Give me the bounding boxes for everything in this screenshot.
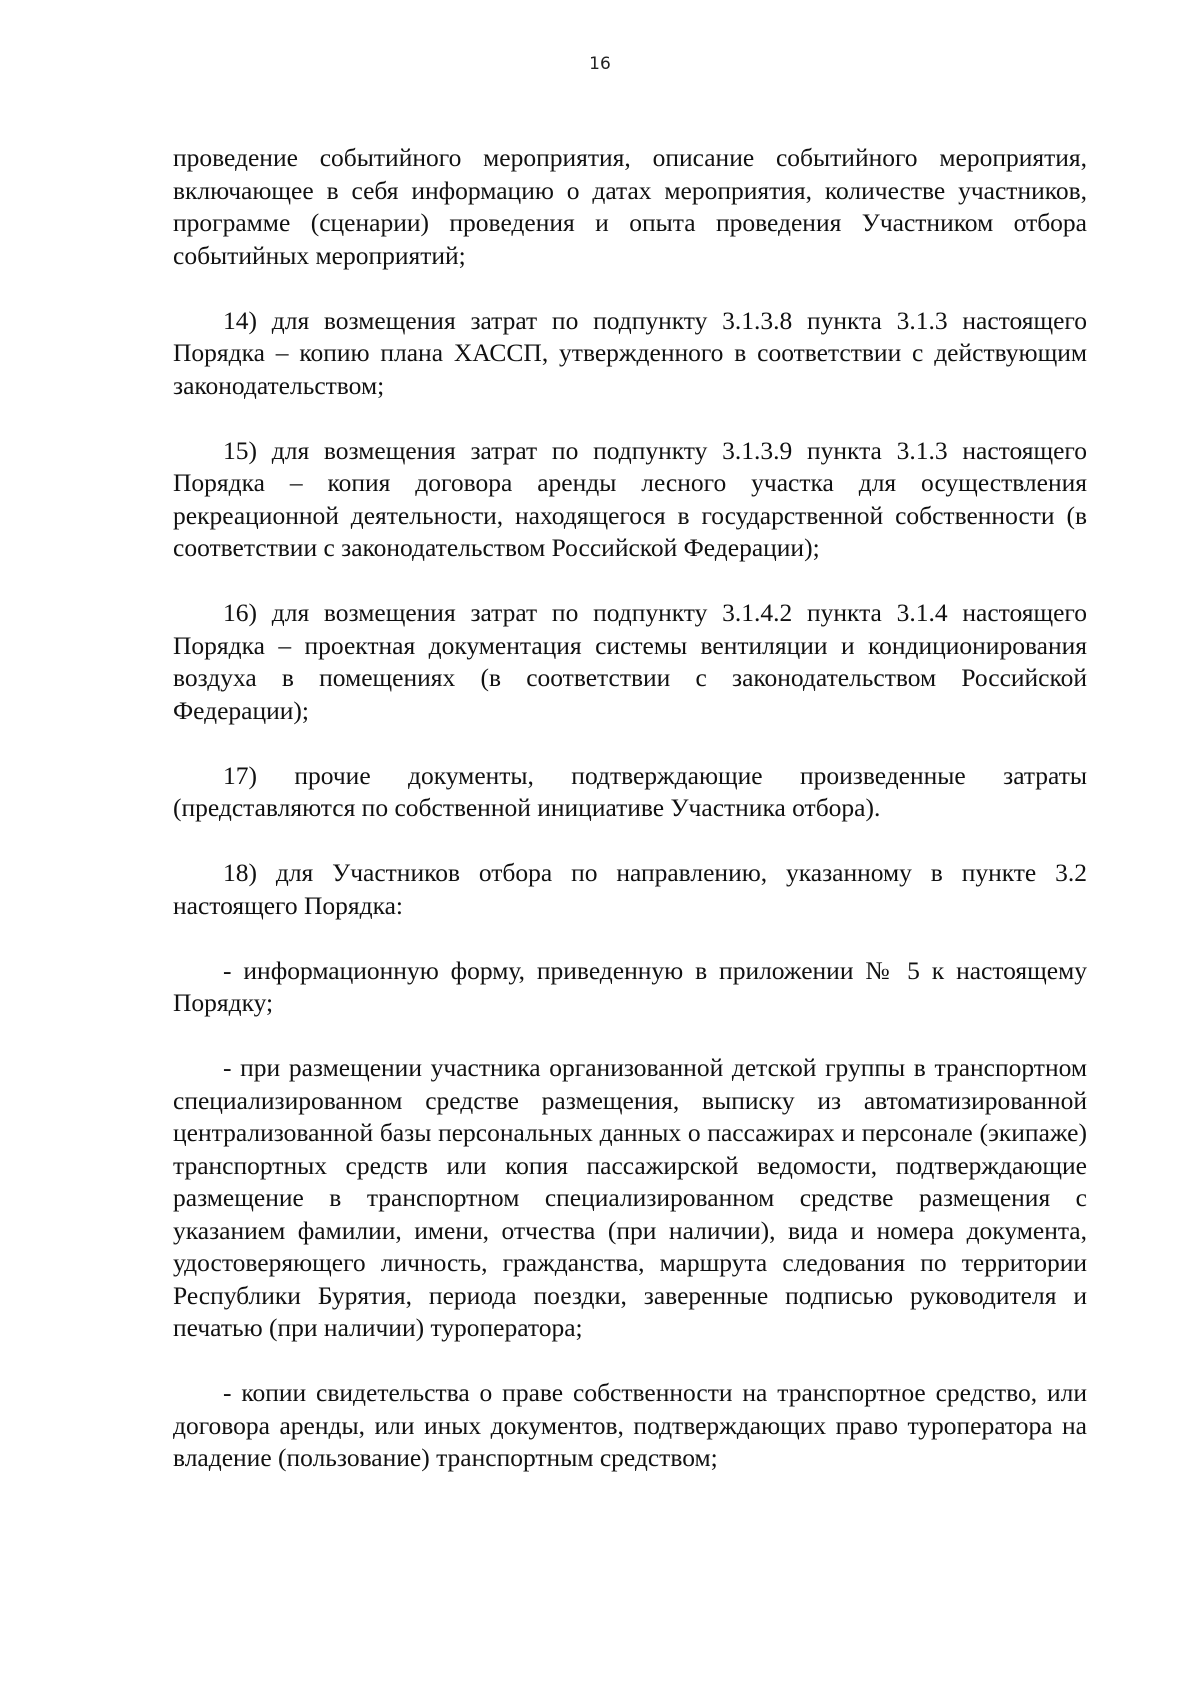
paragraph-item-18: 18) для Участников отбора по направлению, указанному в пункте 3.2 настоящего Порядка: bbox=[173, 858, 1087, 920]
paragraph-event-description: проведение событийного мероприятия, описание событийного мероприятия, включающее в себя информацию о датах мероприятия, количестве участников, программе (сценарии) проведения и опыта проведения Участником отбора событийных мероприятий; bbox=[173, 143, 1087, 270]
paragraph-item-15: 15) для возмещения затрат по подпункту 3.1.3.9 пункта 3.1.3 настоящего Порядка – копия договора аренды лесного участка для осуществления рекреационной деятельности, находящегося в государственной собственности (в соответствии с законодательством Российской Федерации); bbox=[173, 435, 1087, 562]
paragraph-item-17: 17) прочие документы, подтверждающие произведенные затраты (представляются по собственной инициативе Участника отбора). bbox=[173, 760, 1087, 822]
paragraph-bullet-children-group: - при размещении участника организованной детской группы в транспортном специализированном средстве размещения, выписку из автоматизированной централизованной базы персональных данных о пассажирах и персонале (экипаже) транспортных средств или копия пассажирской ведомости, подтверждающие размещение в транспортном специализированном средстве размещения с указанием фамилии, имени, отчества (при наличии), вида и номера документа, удостоверяющего личность, гражданства, маршрута следования по территории Республики Бурятия, периода поездки, заверенные подписью руководителя и печатью (при наличии) туроператора; bbox=[173, 1053, 1087, 1342]
paragraph-bullet-vehicle-ownership: - копии свидетельства о праве собственности на транспортное средство, или договора аренды, или иных документов, подтверждающих право туроператора на владение (пользование) транспортным средством; bbox=[173, 1378, 1087, 1472]
paragraph-bullet-info-form: - информационную форму, приведенную в приложении № 5 к настоящему Порядку; bbox=[173, 955, 1087, 1017]
document-body bbox=[173, 142, 1087, 1507]
page-number: 16 bbox=[589, 54, 611, 74]
paragraph-item-14: 14) для возмещения затрат по подпункту 3.1.3.8 пункта 3.1.3 настоящего Порядка – копию плана ХАССП, утвержденного в соответствии с действующим законодательством; bbox=[173, 305, 1087, 400]
paragraph-item-16: 16) для возмещения затрат по подпункту 3.1.4.2 пункта 3.1.4 настоящего Порядка – проектная документация системы вентиляции и кондиционирования воздуха в помещениях (в соответствии с законодательством Российской Федерации); bbox=[173, 598, 1087, 725]
